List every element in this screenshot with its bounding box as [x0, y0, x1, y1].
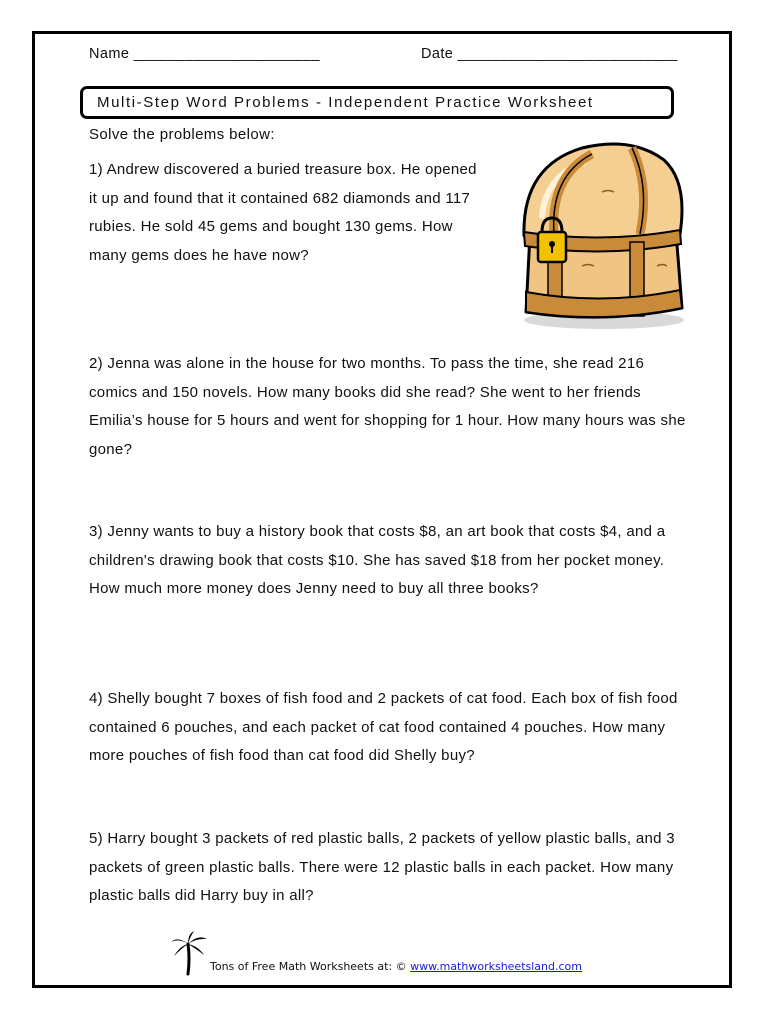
- footer-credit-text: Tons of Free Math Worksheets at: ©: [210, 960, 411, 973]
- palm-tree-icon: [170, 930, 210, 976]
- problem-3: 3) Jenny wants to buy a history book that costs $8, an art book that costs $4, and a children's drawing book that costs $10. She has saved $18 from her pocket money. How much more money does Jenny need to buy all three books?: [89, 523, 666, 597]
- worksheet-title: Multi-Step Word Problems - Independent Practice Worksheet: [97, 94, 594, 111]
- footer: [170, 930, 630, 978]
- name-field[interactable]: Name ______________________: [89, 46, 320, 62]
- title-box: [80, 86, 674, 119]
- instructions: Solve the problems below:: [89, 126, 275, 143]
- treasure-chest-illustration: [512, 136, 692, 332]
- footer-credit: [210, 960, 582, 973]
- problem-2: 2) Jenna was alone in the house for two months. To pass the time, she read 216 comics and 150 novels. How many books did she read? She went to her friends Emilia’s house for 5 hours and went for shopping for 1 hour. How many hours was she gone?: [89, 355, 686, 458]
- problem-4: 4) Shelly bought 7 boxes of fish food and 2 packets of cat food. Each box of fish food contained 6 pouches, and each packet of cat food contained 4 pouches. How many more pouches of fish food than cat food did Shelly buy?: [89, 690, 678, 764]
- date-field[interactable]: Date __________________________: [421, 46, 678, 62]
- problem-5: 5) Harry bought 3 packets of red plastic balls, 2 packets of yellow plastic balls, and 3 packets of green plastic balls. There were 12 plastic balls in each packet. How many plastic balls did Harry buy in all?: [89, 830, 675, 904]
- footer-link[interactable]: www.mathworksheetsland.com: [410, 960, 582, 973]
- problem-1: 1) Andrew discovered a buried treasure box. He opened it up and found that it contained 682 diamonds and 117 rubies. He sold 45 gems and bought 130 gems. How many gems does he have now?: [89, 161, 477, 264]
